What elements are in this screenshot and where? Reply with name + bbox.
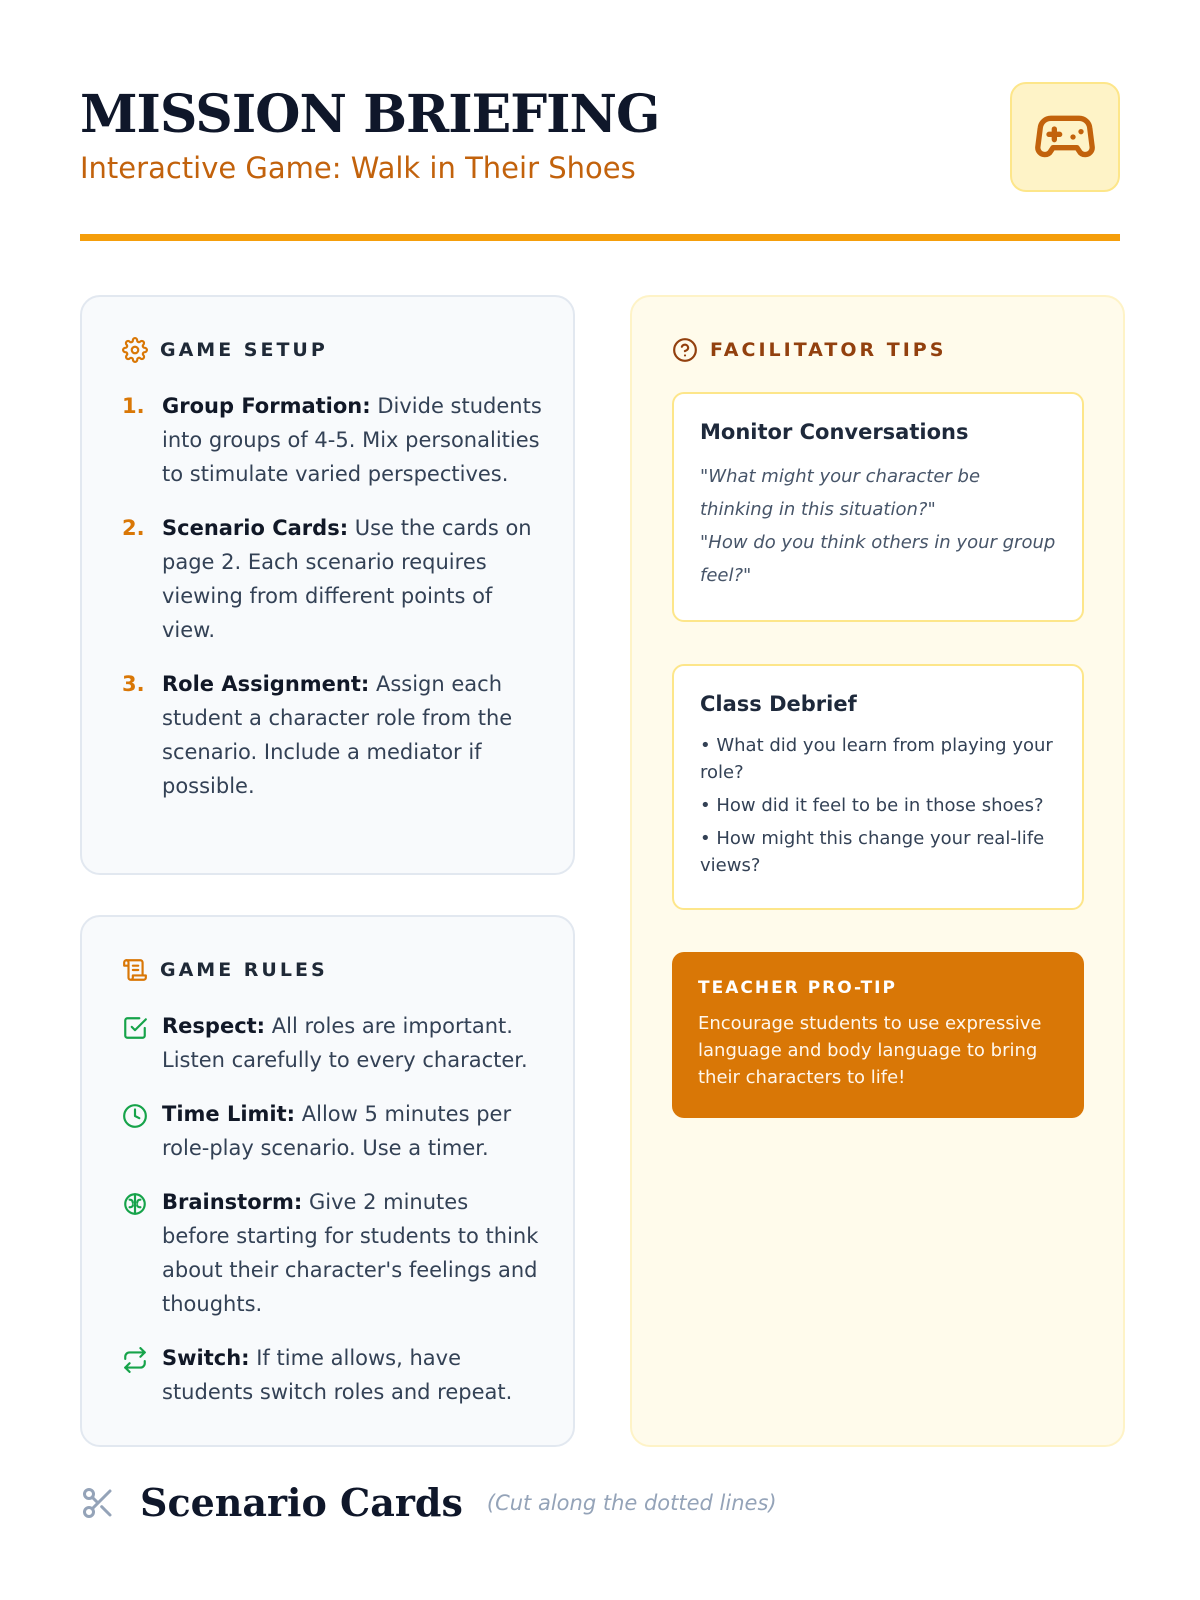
- setup-step: [122, 667, 542, 803]
- header-divider: [80, 234, 1120, 241]
- rule-label: Brainstorm:: [162, 1190, 303, 1214]
- setup-step: [122, 511, 542, 647]
- facilitator-tips-heading: [672, 337, 946, 363]
- scenario-cards-title: Scenario Cards: [140, 1480, 463, 1525]
- step-label: Role Assignment:: [162, 672, 370, 696]
- checkbox-icon: [122, 1015, 148, 1041]
- game-rules-heading: [122, 957, 328, 983]
- rule-item: [122, 1097, 542, 1165]
- debrief-bullet: • What did you learn from playing your role?: [700, 735, 1053, 783]
- rule-text: Allow 5 minutes per role-play scenario. Use a timer.: [162, 1102, 512, 1160]
- game-rules-card: [80, 915, 575, 1447]
- teacher-pro-tip-callout: [672, 952, 1084, 1118]
- rule-text: If time allows, have students switch roles and repeat.: [162, 1346, 513, 1404]
- tip-title: Monitor Conversations: [700, 420, 969, 444]
- game-setup-heading: [122, 337, 328, 363]
- scenario-cards-heading: [80, 1480, 777, 1525]
- scissors-icon: [80, 1485, 116, 1521]
- section-label: FACILITATOR TIPS: [710, 339, 947, 361]
- rule-label: Respect:: [162, 1014, 266, 1038]
- monitor-conversations-card: [672, 392, 1084, 622]
- game-setup-card: [80, 295, 575, 875]
- class-debrief-card: [672, 664, 1084, 910]
- page-title: MISSION BRIEFING: [80, 84, 660, 145]
- clock-icon: [122, 1103, 148, 1129]
- section-label: GAME SETUP: [160, 339, 328, 361]
- tip-quote: "What might your character be thinking in this situation?": [700, 466, 981, 520]
- tip-title: Class Debrief: [700, 692, 857, 716]
- step-label: Scenario Cards:: [162, 516, 349, 540]
- step-label: Group Formation:: [162, 394, 371, 418]
- rule-item: [122, 1185, 542, 1321]
- rule-item: [122, 1009, 542, 1077]
- rules-list: [122, 1009, 542, 1429]
- rule-label: Switch:: [162, 1346, 250, 1370]
- facilitator-tips-card: [630, 295, 1125, 1447]
- step-number: 2.: [122, 516, 145, 540]
- cut-hint: (Cut along the dotted lines): [486, 1490, 777, 1515]
- rule-item: [122, 1341, 542, 1409]
- page-subtitle: Interactive Game: Walk in Their Shoes: [80, 151, 636, 185]
- step-text: Divide students into groups of 4-5. Mix personalities to stimulate varied perspectives.: [162, 394, 542, 486]
- setup-step: [122, 389, 542, 491]
- step-number: 3.: [122, 672, 145, 696]
- rule-text: All roles are important. Listen carefully to every character.: [162, 1014, 528, 1072]
- step-text: Use the cards on page 2. Each scenario requires viewing from different points of view.: [162, 516, 532, 642]
- step-number: 1.: [122, 394, 145, 418]
- gamepad-icon: [1033, 105, 1097, 169]
- brain-icon: [122, 1191, 148, 1217]
- gear-icon: [122, 337, 148, 363]
- tip-quote: "How do you think others in your group feel?": [700, 532, 1056, 586]
- section-label: GAME RULES: [160, 959, 328, 981]
- scroll-icon: [122, 957, 148, 983]
- rule-label: Time Limit:: [162, 1102, 296, 1126]
- page-header: [80, 84, 1120, 244]
- pro-tip-text: Encourage students to use expressive language and body language to bring their characters to life!: [698, 1013, 1042, 1088]
- logo-badge: [1010, 82, 1120, 192]
- rule-text: Give 2 minutes before starting for students to think about their character's feelings and thoughts.: [162, 1190, 539, 1316]
- repeat-icon: [122, 1347, 148, 1373]
- step-text: Assign each student a character role from the scenario. Include a mediator if possible.: [162, 672, 513, 798]
- pro-tip-label: TEACHER PRO-TIP: [698, 978, 897, 998]
- debrief-bullet: • How might this change your real-life views?: [700, 828, 1045, 876]
- help-circle-icon: [672, 337, 698, 363]
- debrief-bullet: • How did it feel to be in those shoes?: [700, 795, 1044, 816]
- setup-steps: [122, 389, 542, 823]
